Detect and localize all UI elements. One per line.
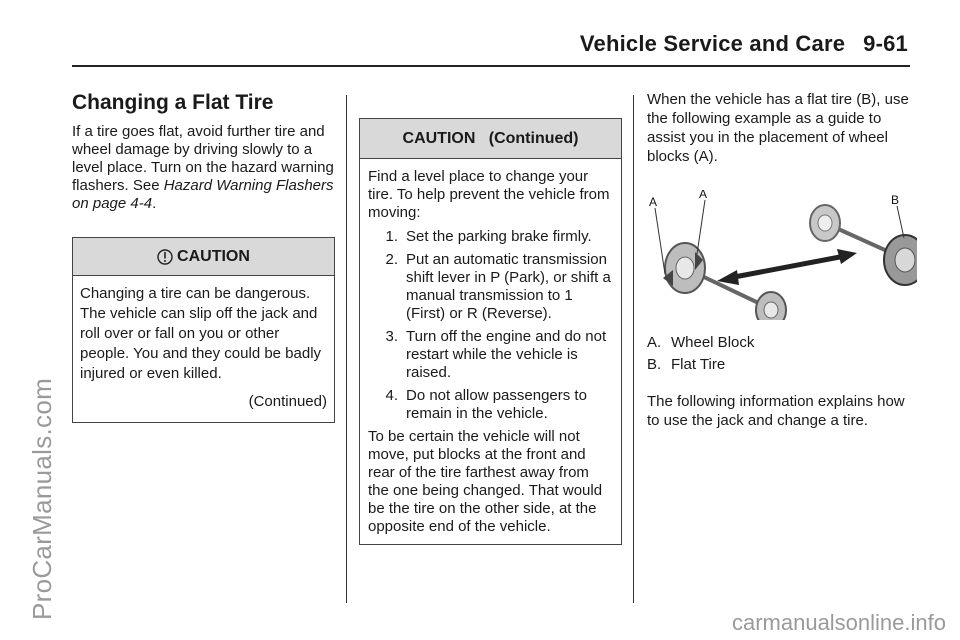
explanation-paragraph: The following information explains how to use the jack and change a tire.: [647, 393, 905, 429]
wheel-block-illustration: [647, 190, 917, 320]
step-text: Put an automatic transmission shift lever in P (Park), or shift a manual transmission to 1 (First) or R (Reverse).: [406, 251, 611, 322]
step-item: [368, 251, 613, 323]
column-3: [647, 90, 911, 430]
step-text: Turn off the engine and do not restart while the vehicle is raised.: [406, 328, 607, 381]
wheel-block-diagram: [647, 190, 917, 320]
caution-continued-box: [359, 118, 622, 545]
continued-label: (Continued): [248, 393, 327, 410]
column-1: [72, 90, 334, 423]
step-number: 3.: [385, 328, 398, 345]
step-number: 4.: [385, 387, 398, 404]
caution-continued-body: [360, 159, 621, 544]
legend-letter: B.: [647, 356, 662, 373]
step-text: Do not allow passengers to remain in the vehicle.: [406, 387, 587, 422]
column-divider: [346, 95, 347, 603]
legend-text: Flat Tire: [671, 356, 726, 373]
page-number: 9-61: [863, 31, 908, 56]
step-number: 1.: [385, 228, 398, 245]
bottom-watermark: carmanualsonline.info: [731, 610, 946, 635]
caution-body: [73, 276, 334, 422]
caution-continued-header: CAUTION (Continued): [360, 119, 621, 159]
diagram-legend: [647, 332, 911, 376]
intro-text: If a tire goes flat, avoid further tire and wheel damage by driving slowly to a level place. Turn on the hazard warning flashers. See: [72, 123, 334, 194]
intro-paragraph: [72, 123, 334, 213]
caution-text: Changing a tire can be dangerous. The vehicle can slip off the jack and roll over or fall on you or other people. You and they could be badly injured or even killed.: [80, 285, 322, 382]
step-item: [368, 228, 613, 246]
legend-item: [647, 354, 911, 376]
step-number: 2.: [385, 251, 398, 268]
caution-header: [73, 238, 334, 276]
intro-end: .: [152, 195, 157, 212]
diagram-intro: When the vehicle has a flat tire (B), use the following example as a guide to assist you in the placement of wheel blocks (A).: [647, 91, 909, 165]
diagram-label-a: A: [699, 190, 708, 201]
side-watermark: ProCarManuals.com: [27, 377, 57, 620]
legend-text: Wheel Block: [671, 334, 755, 351]
cross-reference-link[interactable]: Hazard Warning Flashers on page 4-4: [72, 177, 334, 212]
legend-letter: A.: [647, 334, 662, 351]
diagram-label-b: B: [891, 193, 900, 207]
column-divider: [633, 95, 634, 603]
section-title-header: Vehicle Service and Care: [579, 31, 846, 56]
warning-icon: [157, 247, 173, 267]
column-2: [359, 94, 621, 545]
step-item: [368, 387, 613, 423]
legend-item: [647, 332, 911, 354]
diagram-label-a: A: [649, 195, 658, 209]
step-list: [368, 228, 613, 423]
step-item: [368, 328, 613, 382]
step-text: Set the parking brake firmly.: [406, 228, 592, 245]
page-header: [580, 31, 908, 57]
closing-text: To be certain the vehicle will not move, put blocks at the front and rear of the tire farthest away from the one being changed. That would be the tire on the other side, at the opposite end of the vehicle.: [368, 428, 603, 535]
section-heading: Changing a Flat Tire: [72, 91, 274, 114]
header-rule: [72, 65, 910, 67]
caution-heading: CAUTION: [177, 247, 250, 265]
caution-box: [72, 237, 335, 423]
lead-text: Find a level place to change your tire. To help prevent the vehicle from moving:: [368, 168, 610, 221]
